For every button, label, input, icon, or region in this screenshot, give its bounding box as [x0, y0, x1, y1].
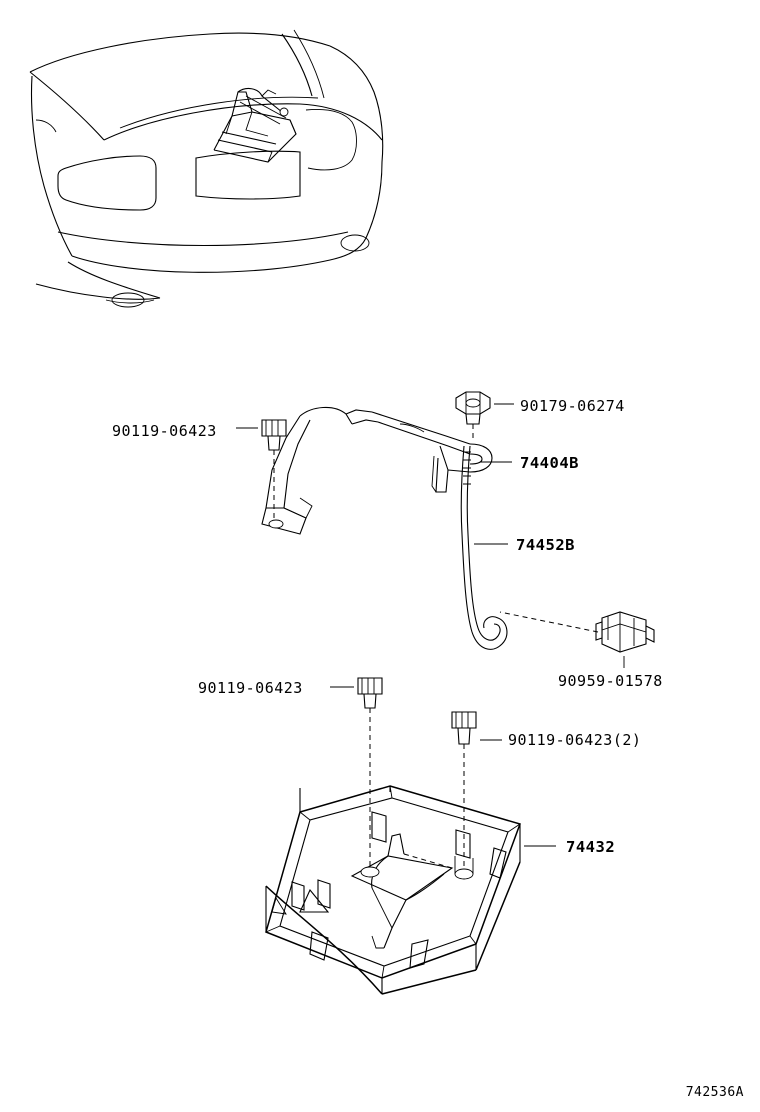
carrier-tray-art [266, 786, 520, 994]
callout-label-nut-upper-right: 90179-06274 [520, 397, 625, 415]
callout-label-hook-rod: 74452B [516, 536, 575, 554]
bolt-mid-left-art [358, 678, 382, 872]
callout-label-clip: 90959-01578 [558, 672, 663, 690]
figure-code: 742536A [685, 1085, 744, 1100]
callout-label-bolt-mid-right: 90119-06423(2) [508, 731, 642, 749]
car-rear-illustration [30, 30, 383, 307]
jack-carrier-illustration [266, 678, 556, 994]
callout-label-bolt-mid-left: 90119-06423 [198, 679, 303, 697]
callout-label-jack-carrier-box: 74432 [566, 838, 616, 856]
callout-label-bolt-upper-left: 90119-06423 [112, 422, 217, 440]
hook-rod-art [461, 446, 507, 649]
nut-upper-right-art [456, 392, 490, 442]
clamp-assembly-illustration [262, 392, 654, 652]
clip-art [500, 612, 654, 652]
callout-label-clamp-sub-assy: 74404B [520, 454, 579, 472]
